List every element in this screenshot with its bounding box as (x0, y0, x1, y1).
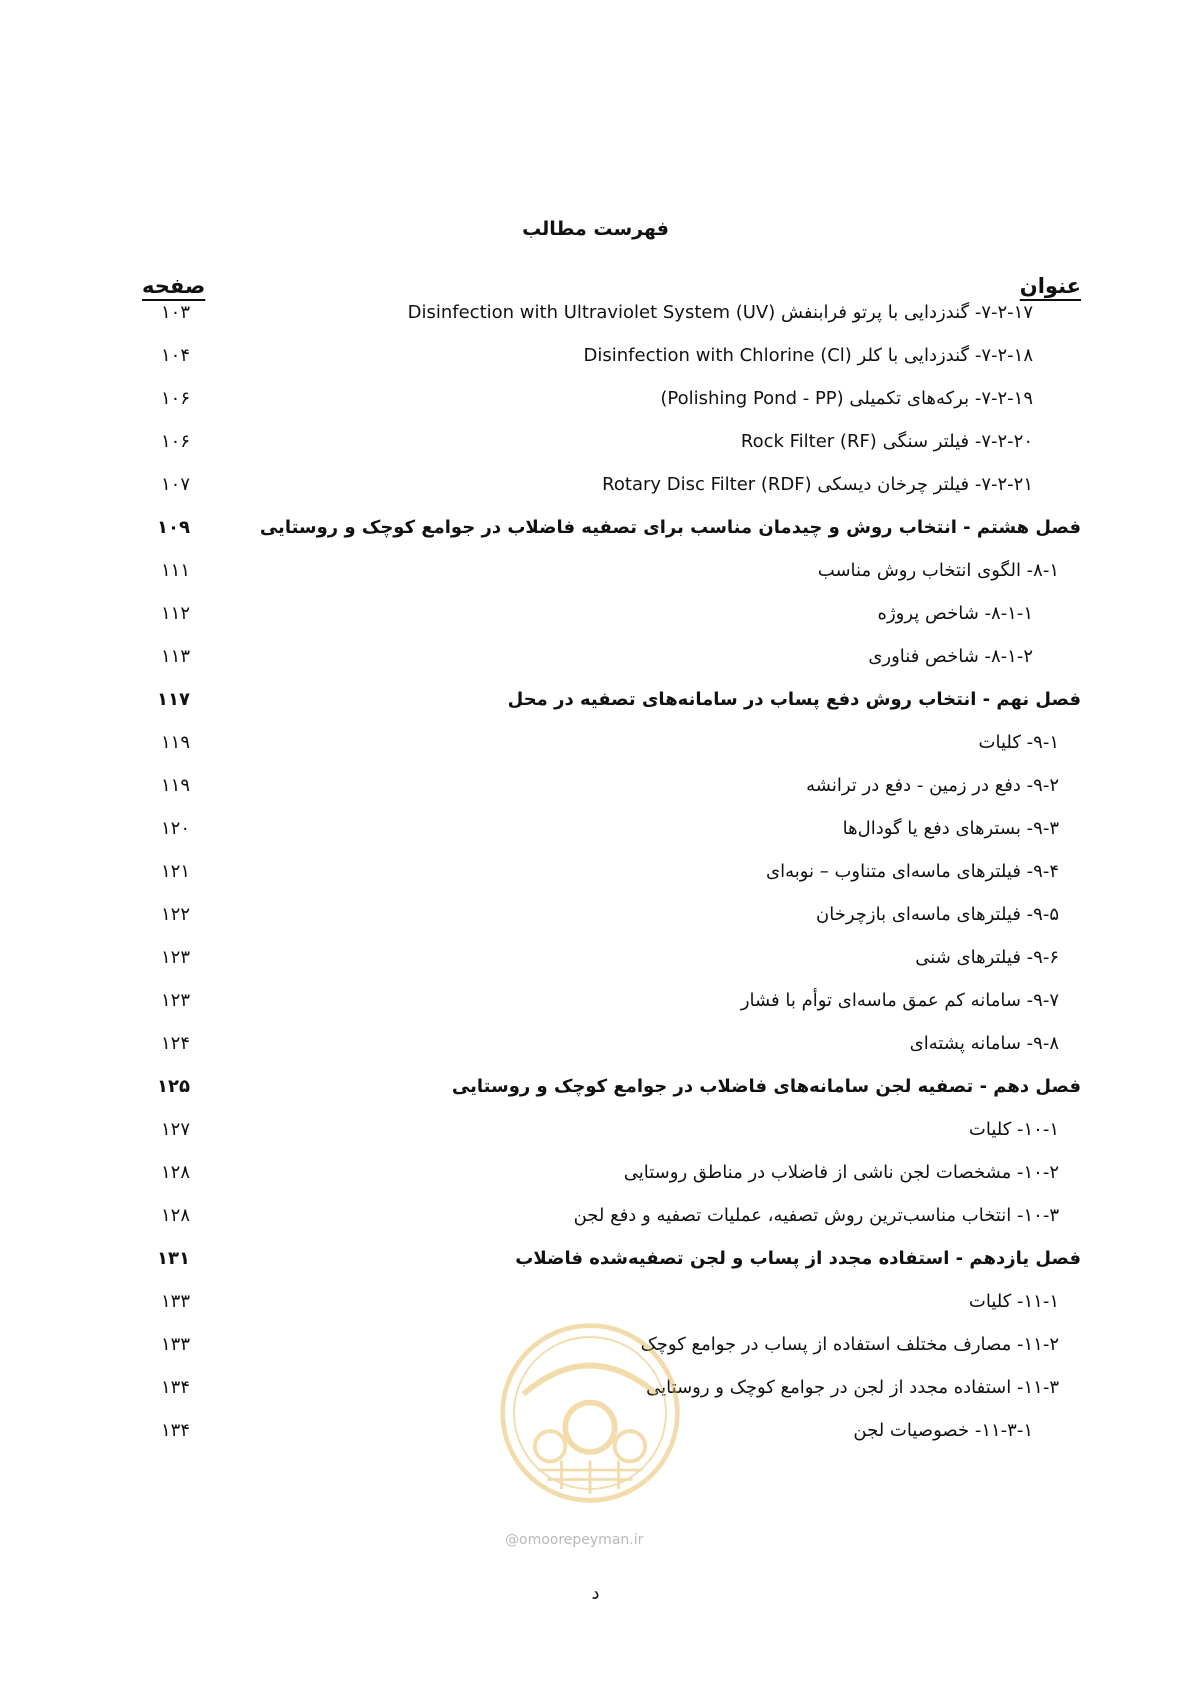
toc-entry-title: ۱۱-۳-۱- خصوصیات لجن (853, 1420, 1033, 1441)
toc-entry-page: ۱۲۷ (160, 1119, 190, 1140)
toc-entry-title: ۱۱-۱- کلیات (968, 1291, 1059, 1312)
toc-entry-title: فصل نهم - انتخاب روش دفع پساب در سامانه‌های تصفیه در محل (507, 689, 1081, 710)
toc-entry[interactable] (0, 898, 1191, 932)
toc-entry-page: ۱۲۲ (160, 904, 190, 925)
toc-entry-title: ۹-۷- سامانه کم عمق ماسه‌ای توأم با فشار (740, 990, 1059, 1011)
toc-entry-title: فصل یازدهم - استفاده مجدد از پساب و لجن تصفیه‌شده فاضلاب (515, 1248, 1081, 1269)
toc-entry-title: ۷-۲-۲۱- فیلتر چرخان دیسکی Rotary Disc Filter (RDF) (602, 474, 1033, 495)
toc-entry-title: ۷-۲-۱۷- گندزدایی با پرتو فرابنفش Disinfection with Ultraviolet System (UV) (407, 302, 1033, 323)
toc-chapter-entry[interactable] (0, 683, 1191, 717)
toc-entry[interactable] (0, 984, 1191, 1018)
toc-entry[interactable] (0, 1113, 1191, 1147)
toc-entry-page: ۱۳۴ (160, 1377, 190, 1398)
toc-entry-page: ۱۲۸ (160, 1162, 190, 1183)
toc-entry-page: ۱۰۷ (160, 474, 190, 495)
toc-entry-title: ۷-۲-۲۰- فیلتر سنگی Rock Filter (RF) (740, 431, 1033, 452)
toc-entry[interactable] (0, 941, 1191, 975)
page-number: د (591, 1583, 600, 1604)
toc-entry-page: ۱۳۱ (157, 1248, 190, 1269)
toc-entry[interactable] (0, 339, 1191, 373)
toc-entry-title: ۱۰-۳- انتخاب مناسب‌ترین روش تصفیه، عملیات تصفیه و دفع لجن (573, 1205, 1059, 1226)
toc-entry-page: ۱۳۳ (160, 1334, 190, 1355)
toc-entry-page: ۱۰۹ (157, 517, 190, 538)
toc-entry-page: ۱۳۴ (160, 1420, 190, 1441)
toc-entry[interactable] (0, 640, 1191, 674)
toc-entry-title: ۱۱-۳- استفاده مجدد از لجن در جوامع کوچک و روستایی (646, 1377, 1059, 1398)
toc-entry-title: ۸-۱- الگوی انتخاب روش مناسب (817, 560, 1059, 581)
toc-entry-title: ۸-۱-۱- شاخص پروژه (877, 603, 1033, 624)
toc-chapter-entry[interactable] (0, 511, 1191, 545)
toc-entry-title: فصل دهم - تصفیه لجن سامانه‌های فاضلاب در جوامع کوچک و روستایی (451, 1076, 1081, 1097)
toc-entry-page: ۱۲۱ (160, 861, 190, 882)
toc-entry[interactable] (0, 554, 1191, 588)
toc-entry-page: ۱۲۳ (160, 947, 190, 968)
toc-entry-page: ۱۳۳ (160, 1291, 190, 1312)
toc-entry-title: ۹-۴- فیلترهای ماسه‌ای متناوب – نوبه‌ای (765, 861, 1059, 882)
toc-entry-page: ۱۲۰ (160, 818, 190, 839)
page-column-header: صفحه (142, 274, 206, 298)
toc-entry-page: ۱۱۷ (157, 689, 190, 710)
toc-entry-title: ۷-۲-۱۹- برکه‌های تکمیلی (Polishing Pond - PP) (660, 388, 1033, 409)
toc-entry-page: ۱۰۶ (160, 431, 190, 452)
toc-entry-title: ۹-۸- سامانه پشته‌ای (909, 1033, 1059, 1054)
toc-entry-page: ۱۰۳ (160, 302, 190, 323)
toc-entry-title: ۹-۵- فیلترهای ماسه‌ای بازچرخان (816, 904, 1059, 925)
toc-entry-page: ۱۱۹ (160, 775, 190, 796)
toc-chapter-entry[interactable] (0, 1070, 1191, 1104)
toc-entry-title: ۱۰-۱- کلیات (968, 1119, 1059, 1140)
toc-entry[interactable] (0, 597, 1191, 631)
toc-entry-page: ۱۱۱ (160, 560, 190, 581)
toc-chapter-entry[interactable] (0, 1242, 1191, 1276)
toc-entry-page: ۱۱۲ (160, 603, 190, 624)
toc-entry-page: ۱۲۵ (157, 1076, 190, 1097)
logo-watermark-icon (495, 1318, 685, 1508)
toc-entry[interactable] (0, 296, 1191, 330)
toc-entry[interactable] (0, 1199, 1191, 1233)
toc-entry-page: ۱۲۳ (160, 990, 190, 1011)
toc-entry[interactable] (0, 769, 1191, 803)
toc-entry[interactable] (0, 812, 1191, 846)
toc-entry-title: ۹-۳- بسترهای دفع یا گودال‌ها (842, 818, 1059, 839)
toc-entry[interactable] (0, 468, 1191, 502)
toc-entry[interactable] (0, 855, 1191, 889)
toc-entry-page: ۱۲۸ (160, 1205, 190, 1226)
toc-entry-title: ۸-۱-۲- شاخص فناوری (868, 646, 1033, 667)
toc-entry-title: ۹-۱- کلیات (978, 732, 1059, 753)
toc-entry-title: فصل هشتم - انتخاب روش و چیدمان مناسب برای تصفیه فاضلاب در جوامع کوچک و روستایی (259, 517, 1081, 538)
toc-entry[interactable] (0, 382, 1191, 416)
toc-entry-title: ۹-۲- دفع در زمین - دفع در ترانشه (806, 775, 1059, 796)
toc-entry[interactable] (0, 1285, 1191, 1319)
page-title: فهرست مطالب (522, 218, 669, 240)
toc-entry-title: ۱۰-۲- مشخصات لجن ناشی از فاضلاب در مناطق روستایی (623, 1162, 1059, 1183)
toc-entry-page: ۱۱۳ (160, 646, 190, 667)
watermark-url: @omoorepeyman.ir (505, 1532, 644, 1548)
toc-entry-title: ۱۱-۲- مصارف مختلف استفاده از پساب در جوامع کوچک (640, 1334, 1059, 1355)
toc-entry[interactable] (0, 1156, 1191, 1190)
title-column-header: عنوان (1019, 274, 1081, 298)
toc-entry-page: ۱۱۹ (160, 732, 190, 753)
toc-entry-title: ۷-۲-۱۸- گندزدایی با کلر Disinfection with Chlorine (Cl) (583, 345, 1033, 366)
toc-entry-title: ۹-۶- فیلترهای شنی (915, 947, 1059, 968)
toc-entry[interactable] (0, 1027, 1191, 1061)
toc-entry-page: ۱۰۴ (160, 345, 190, 366)
toc-entry[interactable] (0, 726, 1191, 760)
toc-entry-page: ۱۰۶ (160, 388, 190, 409)
toc-entry[interactable] (0, 425, 1191, 459)
toc-entry-page: ۱۲۴ (160, 1033, 190, 1054)
